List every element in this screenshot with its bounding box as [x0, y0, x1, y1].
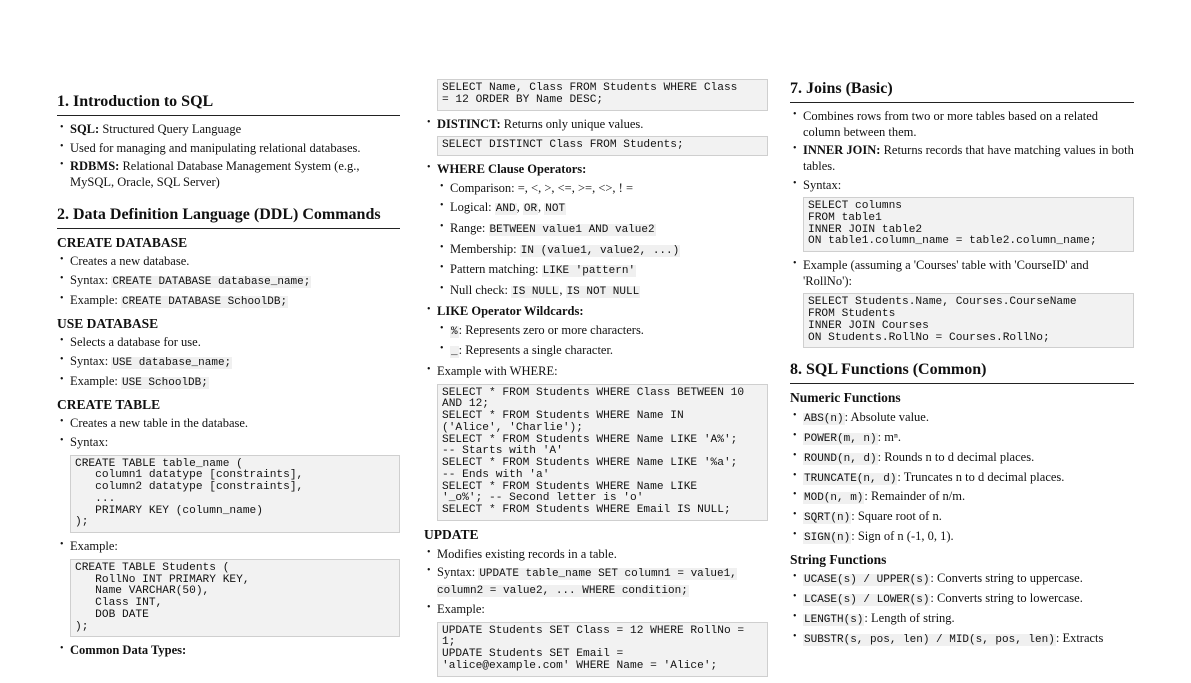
list-item: • Null check: IS NULL, IS NOT NULL	[437, 283, 768, 300]
create-database-list	[57, 254, 400, 309]
list-item: • POWER(m, n): mⁿ.	[790, 430, 1134, 447]
list-item: • Syntax: UPDATE table_name SET column1 = value1, column2 = value2, ... WHERE condition;	[424, 565, 768, 599]
list-item: • INNER JOIN: Returns records that have matching values in both tables.	[790, 143, 1134, 174]
list-item: • Modifies existing records in a table.	[424, 547, 768, 563]
list-item: • Syntax:	[790, 178, 1134, 194]
update-list	[424, 547, 768, 618]
column-2	[424, 79, 768, 683]
list-item: • ABS(n): Absolute value.	[790, 410, 1134, 427]
inline-code: USE SchoolDB;	[122, 376, 208, 389]
list-item: • Range: BETWEEN value1 AND value2	[437, 221, 768, 238]
code-block-update-example: UPDATE Students SET Class = 12 WHERE RollNo = 1; UPDATE Students SET Email = 'alice@example.com' WHERE Name = 'Alice';	[437, 622, 768, 677]
joins-list	[790, 109, 1134, 193]
section-title-ddl: 2. Data Definition Language (DDL) Commands	[57, 205, 400, 229]
intro-list	[57, 122, 400, 191]
code-block-create-table-syntax: CREATE TABLE table_name ( column1 datatype [constraints], column2 datatype [constraints], ... PRIMARY KEY (column_name) );	[70, 455, 400, 534]
list-item: • Example:	[57, 539, 400, 555]
list-item: • ROUND(n, d): Rounds n to d decimal places.	[790, 450, 1134, 467]
section-title-intro: 1. Introduction to SQL	[57, 92, 400, 116]
wildcards-list	[437, 323, 768, 361]
column-3	[790, 79, 1134, 651]
subheading-use-database: USE DATABASE	[57, 315, 159, 331]
list-item: • LENGTH(s): Length of string.	[790, 611, 1134, 628]
where-operators-list	[437, 181, 768, 300]
list-item: • DISTINCT: Returns only unique values.	[424, 117, 768, 133]
list-item: • LIKE Operator Wildcards: • %: Represents zero or more characters. • _: Represents a single character.	[424, 304, 768, 360]
list-item: • TRUNCATE(n, d): Truncates n to d decimal places.	[790, 470, 1134, 487]
list-item: • Common Data Types:	[57, 643, 400, 659]
code-block-join-syntax: SELECT columns FROM table1 INNER JOIN table2 ON table1.column_name = table2.column_name;	[803, 197, 1134, 252]
subheading-numeric-functions: Numeric Functions	[790, 390, 901, 406]
list-item: • %: Represents zero or more characters.	[437, 323, 768, 340]
list-item: • Pattern matching: LIKE 'pattern'	[437, 262, 768, 279]
subheading-create-database: CREATE DATABASE	[57, 234, 188, 250]
subheading-update: UPDATE	[424, 526, 479, 542]
list-item: • SQL: Structured Query Language	[57, 122, 400, 138]
list-item: • Comparison: =, <, >, <=, >=, <>, ! =	[437, 181, 768, 197]
column-1	[57, 92, 400, 663]
subheading-string-functions: String Functions	[790, 551, 887, 567]
inline-code: CREATE DATABASE SchoolDB;	[122, 295, 288, 308]
inline-code: UPDATE table_name SET column1 = value1, column2 = value2, ... WHERE condition;	[437, 568, 737, 598]
code-block-create-table-example: CREATE TABLE Students ( RollNo INT PRIMARY KEY, Name VARCHAR(50), Class INT, DOB DATE );	[70, 559, 400, 638]
code-block-select-order: SELECT Name, Class FROM Students WHERE Class = 12 ORDER BY Name DESC;	[437, 79, 768, 111]
list-item: • Creates a new database.	[57, 254, 400, 270]
list-item: • Membership: IN (value1, value2, ...)	[437, 242, 768, 259]
code-block-join-example: SELECT Students.Name, Courses.CourseName FROM Students INNER JOIN Courses ON Students.RollNo = Courses.RollNo;	[803, 293, 1134, 348]
list-item: • LCASE(s) / LOWER(s): Converts string to lowercase.	[790, 591, 1134, 608]
create-table-list	[57, 416, 400, 450]
list-item: • Syntax: USE database_name;	[57, 354, 400, 371]
list-item: • Used for managing and manipulating relational databases.	[57, 141, 400, 157]
list-item: • UCASE(s) / UPPER(s): Converts string to uppercase.	[790, 571, 1134, 588]
code-block-where-examples: SELECT * FROM Students WHERE Class BETWEEN 10 AND 12; SELECT * FROM Students WHERE Name IN ('Alice', 'Charlie'); SELECT * FROM Students WHERE Name LIKE 'A%'; -- Starts with 'A' SELECT * FROM Students WHERE Name LIKE '%a'; -- Ends with 'a' SELECT * FROM Students WHERE Name LIKE '_o%'; -- Second letter is 'o' SELECT * FROM Students WHERE Email IS NULL;	[437, 384, 768, 521]
section-title-functions: 8. SQL Functions (Common)	[790, 360, 1134, 384]
list-item: • Example with WHERE:	[424, 364, 768, 380]
subheading-create-table: CREATE TABLE	[57, 396, 161, 412]
list-item: • Syntax: CREATE DATABASE database_name;	[57, 273, 400, 290]
string-functions-list	[790, 571, 1134, 647]
list-item: • _: Represents a single character.	[437, 343, 768, 360]
list-item: • WHERE Clause Operators: • Comparison: =, <, >, <=, >=, <>, ! = • Logical: AND, OR, NOT • Range: BETWEEN value1 AND value2 • Membership: IN (value1, value2, ...) • Pattern matching: LIKE 'pattern' • Null check: IS NULL, IS NOT NULL	[424, 162, 768, 300]
code-block-distinct: SELECT DISTINCT Class FROM Students;	[437, 136, 768, 156]
list-item: • RDBMS: Relational Database Management System (e.g., MySQL, Oracle, SQL Server)	[57, 159, 400, 190]
list-item: • Selects a database for use.	[57, 335, 400, 351]
numeric-functions-list	[790, 410, 1134, 545]
list-item: • Logical: AND, OR, NOT	[437, 200, 768, 217]
list-item: • SIGN(n): Sign of n (-1, 0, 1).	[790, 529, 1134, 546]
list-item: • MOD(n, m): Remainder of n/m.	[790, 489, 1134, 506]
list-item: • SQRT(n): Square root of n.	[790, 509, 1134, 526]
inline-code: CREATE DATABASE database_name;	[112, 276, 311, 288]
inline-code: USE database_name;	[112, 357, 232, 369]
list-item: • Syntax:	[57, 435, 400, 451]
list-item: • Example (assuming a 'Courses' table with 'CourseID' and 'RollNo'):	[790, 258, 1134, 289]
list-item: • Example:	[424, 602, 768, 618]
list-item: • Combines rows from two or more tables based on a related column between them.	[790, 109, 1134, 140]
list-item: • Example: USE SchoolDB;	[57, 374, 400, 391]
use-database-list	[57, 335, 400, 390]
list-item: • Creates a new table in the database.	[57, 416, 400, 432]
list-item: • SUBSTR(s, pos, len) / MID(s, pos, len): Extracts	[790, 631, 1134, 648]
section-title-joins: 7. Joins (Basic)	[790, 79, 1134, 103]
list-item: • Example: CREATE DATABASE SchoolDB;	[57, 293, 400, 310]
